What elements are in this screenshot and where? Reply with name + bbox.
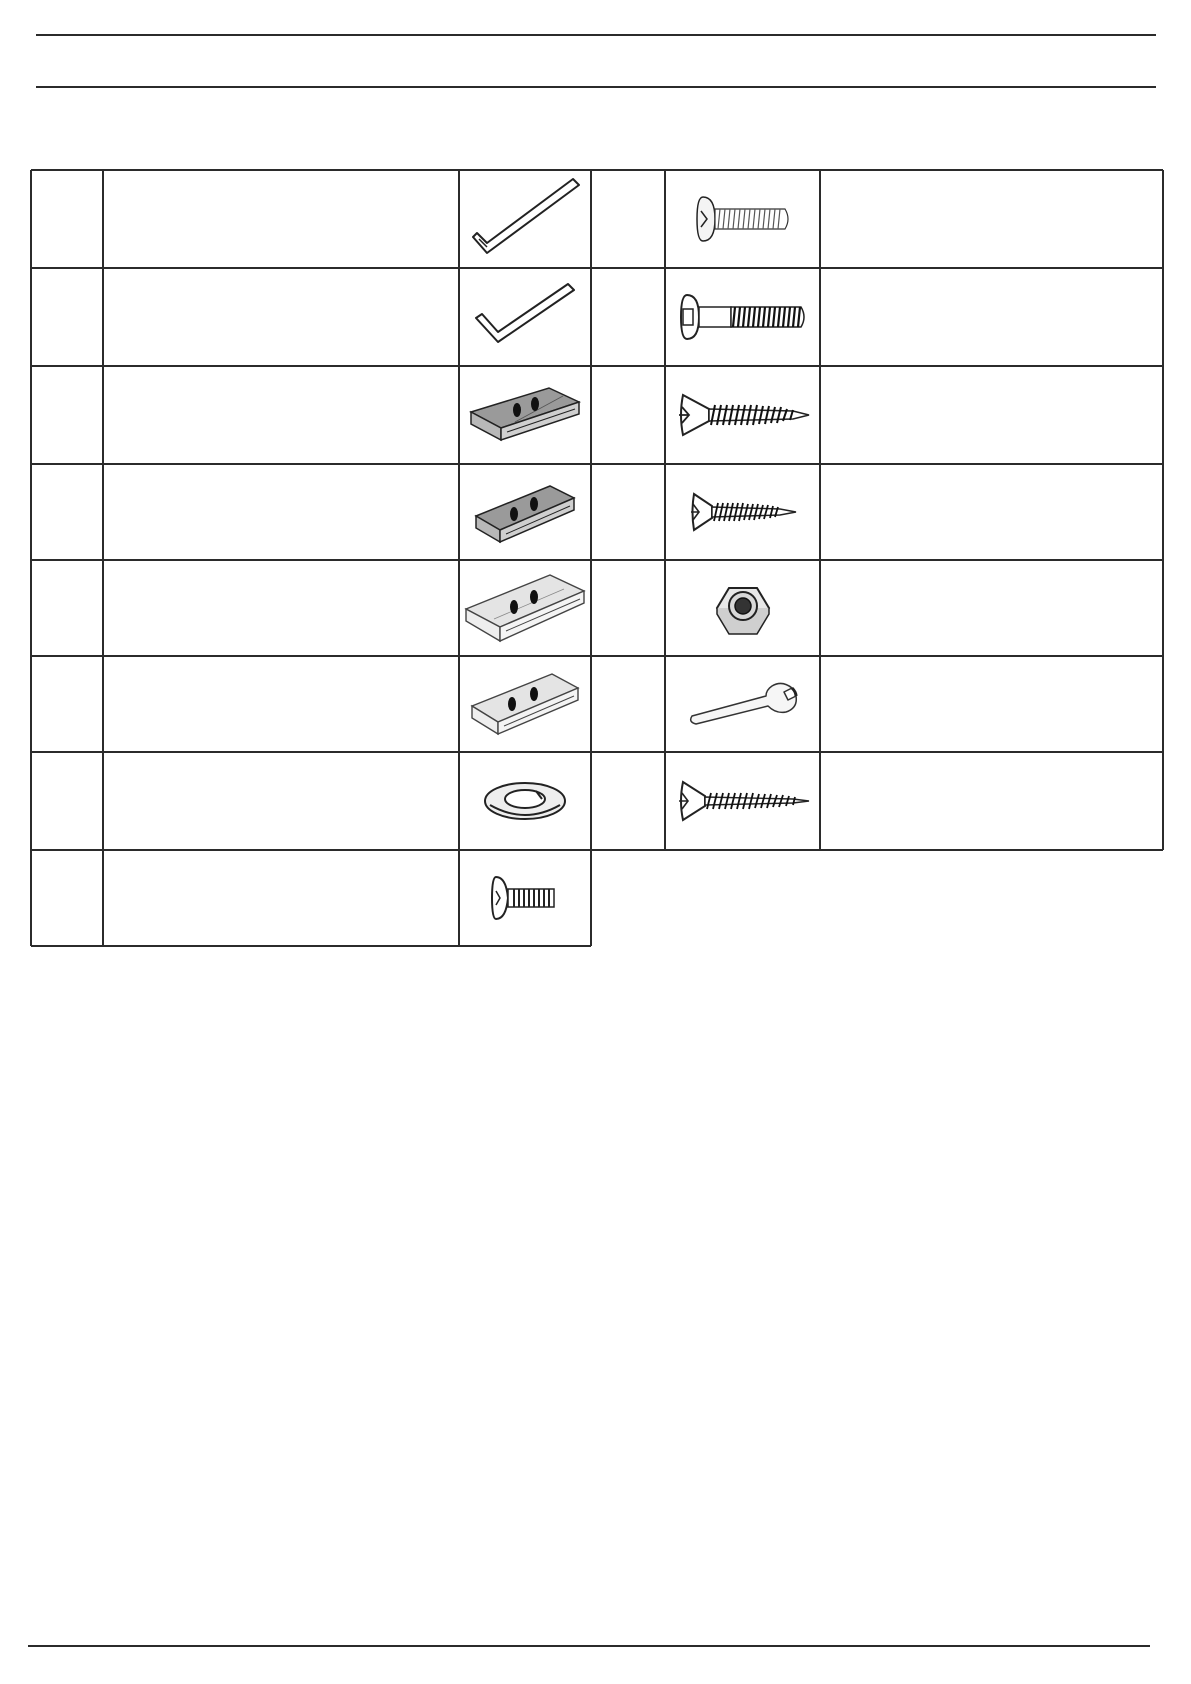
part-id-cell <box>593 754 663 848</box>
part-description-cell <box>822 466 1161 558</box>
light-bracket-block-icon <box>461 562 589 654</box>
header-subtitle <box>36 96 1156 120</box>
open-end-spanner-icon <box>667 658 818 750</box>
part-id-cell <box>593 562 663 654</box>
part-description-cell <box>822 658 1161 750</box>
short-pan-head-bolt-icon <box>461 852 589 944</box>
footer-rule <box>28 1645 1150 1647</box>
pan-head-machine-bolt-icon <box>667 172 818 266</box>
part-description-cell <box>822 172 1161 266</box>
part-id-cell <box>33 658 101 750</box>
countersunk-wood-screw-large-icon <box>667 368 818 462</box>
part-id-cell <box>33 270 101 364</box>
part-id-cell <box>593 466 663 558</box>
dark-bracket-block-small-icon <box>461 466 589 558</box>
part-id-cell <box>593 658 663 750</box>
part-description-cell <box>105 658 457 750</box>
part-description-cell <box>105 172 457 266</box>
short-hex-key-icon <box>461 270 589 364</box>
header-title <box>36 44 1156 78</box>
nylon-lock-nut-icon <box>667 562 818 654</box>
long-hex-key-icon <box>461 172 589 266</box>
light-bracket-block-small-icon <box>461 658 589 750</box>
part-description-cell <box>105 368 457 462</box>
part-description-cell <box>822 270 1161 364</box>
part-description-cell <box>822 368 1161 462</box>
part-id-cell <box>33 466 101 558</box>
part-description-cell <box>822 754 1161 848</box>
part-id-cell <box>33 368 101 462</box>
part-id-cell <box>33 754 101 848</box>
part-description-cell <box>105 466 457 558</box>
part-id-cell <box>33 562 101 654</box>
footer-text <box>28 1652 1150 1672</box>
part-description-cell <box>822 562 1161 654</box>
long-machine-bolt-icon <box>667 270 818 364</box>
part-id-cell <box>593 368 663 462</box>
countersunk-wood-screw-long-icon <box>667 754 818 848</box>
part-id-cell <box>593 270 663 364</box>
part-id-cell <box>593 172 663 266</box>
part-description-cell <box>105 270 457 364</box>
pan-head-wood-screw-icon <box>667 466 818 558</box>
part-id-cell <box>33 172 101 266</box>
spring-washer-icon <box>461 754 589 848</box>
part-description-cell <box>105 754 457 848</box>
part-id-cell <box>33 852 101 944</box>
dark-bracket-block-icon <box>461 368 589 462</box>
part-description-cell <box>105 562 457 654</box>
part-description-cell <box>105 852 457 944</box>
